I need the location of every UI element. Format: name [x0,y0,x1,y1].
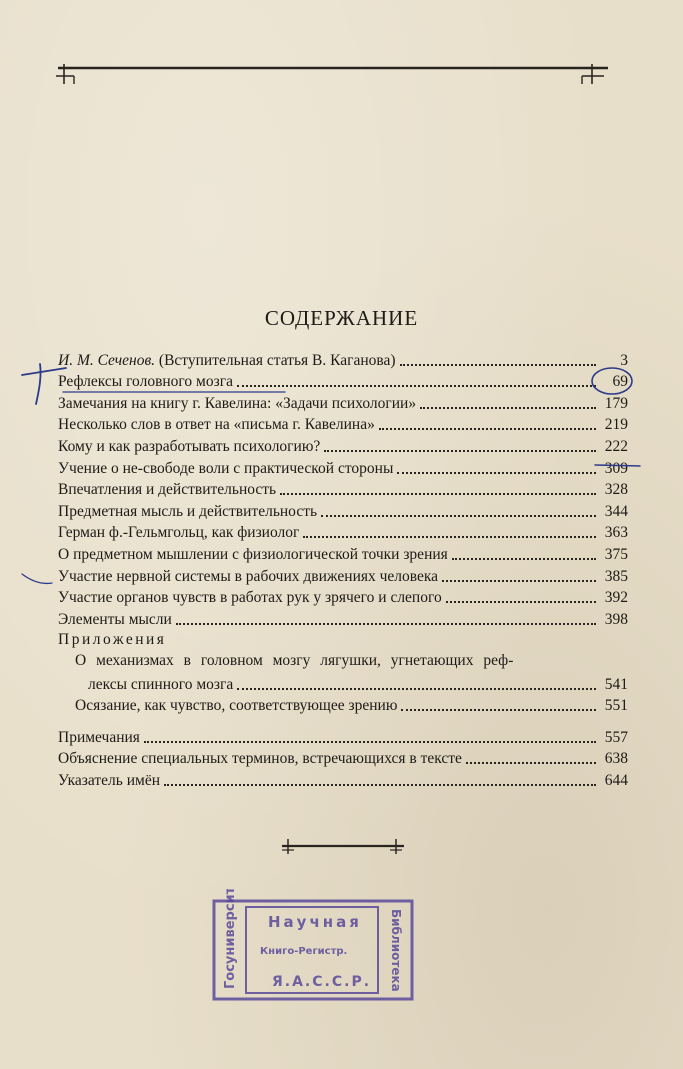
toc-entry-page: 392 [604,589,628,607]
toc-entry [58,564,628,586]
toc-entry-page: 644 [604,771,628,789]
toc-entry-page: 375 [604,545,628,563]
toc-entry-title: Впечатления и действительность [58,481,277,499]
toc-entry [58,768,628,790]
leader-dots [466,761,596,764]
toc-entry-page: 179 [604,394,628,412]
toc-entry-title: Указатель имён [58,771,160,789]
toc-entry-title: Герман ф.-Гельмгольц, как физиолог [58,524,300,542]
table-of-contents [58,348,628,790]
appendix-entry [58,672,628,694]
toc-entry [58,725,628,747]
toc-entry-title: Элементы мысли [58,610,172,628]
toc-entry-title: Учение о не-свободе воли с практической стороны [58,459,394,477]
toc-entry-page: 398 [604,610,628,628]
toc-entry-title: (Вступительная статья В. Каганова) [155,351,396,369]
toc-entry-author: И. М. Сеченов. [58,351,156,369]
stamp-middle-text: Книго-Регистр. [260,946,348,957]
leader-dots [420,406,596,409]
leader-dots [237,384,596,387]
toc-entry [58,413,628,435]
leader-dots [452,557,596,560]
toc-entry-title: Замечания на книгу г. Кавелина: «Задачи психологии» [58,394,417,412]
leader-dots [379,427,596,430]
toc-entry-page: 69 [612,373,628,391]
appendix-entry-title: О механизмах в головном мозгу лягушки, угнетающих реф- [75,652,514,670]
stamp-top-text: Научная [268,913,362,931]
toc-entry [58,478,628,500]
leader-dots [324,449,596,452]
toc-entry [58,391,628,413]
toc-entry [58,747,628,769]
toc-entry [58,542,628,564]
appendix-entry-title-cont: лексы спинного мозга [88,675,234,693]
toc-entry [58,499,628,521]
toc-entry [58,348,628,370]
top-ornament [48,62,618,90]
toc-entry-title: Кому и как разработывать психологию? [58,437,321,455]
toc-entry [58,607,628,629]
toc-entry [58,586,628,608]
leader-dots [280,492,596,495]
stamp-bottom-text: Я.А.С.С.Р. [272,974,372,990]
appendix-entry-title: Осязание, как чувство, соответствующее зрению [75,697,398,715]
toc-entry-page: 557 [604,728,628,746]
appendix-entry-line [58,650,628,672]
stamp-frame [210,889,417,1004]
toc-entry [58,370,628,392]
toc-entry-title: Рефлексы головного мозга [58,373,233,391]
leader-dots [144,740,596,743]
toc-entry-page: 222 [604,437,628,455]
leader-dots [176,622,596,625]
toc-entry-title: Несколько слов в ответ на «письма г. Кавелина» [58,416,375,434]
toc-entry-page: 219 [604,416,628,434]
toc-entry [58,456,628,478]
toc-entry-title: О предметном мышлении с физиологической точки зрения [58,545,448,563]
toc-entry-page: 328 [604,481,628,499]
toc-entry [58,434,628,456]
toc-entry-page: 551 [604,697,628,715]
toc-entry-page: 3 [620,351,628,369]
toc-entry-title: Участие органов чувств в работах рук у зрячего и слепого [58,589,442,607]
leader-dots [442,579,596,582]
toc-entry [58,521,628,543]
leader-dots [401,708,596,711]
leader-dots [397,471,596,474]
toc-entry-page: 638 [604,750,628,768]
appendix-heading: Приложения [58,630,167,648]
leader-dots [321,514,596,517]
toc-entry-title: Объяснение специальных терминов, встречающихся в тексте [58,750,462,768]
toc-entry-title: Предметная мысль и действительность [58,502,318,520]
leader-dots [446,600,596,603]
toc-entry-title: Примечания [58,728,140,746]
toc-entry-page: 385 [604,567,628,585]
toc-entry-page: 309 [604,459,628,477]
appendix-entry [58,694,628,716]
stamp-left-text: Госуниверсит. [223,889,238,989]
toc-entry-page: 344 [604,502,628,520]
leader-dots [400,363,596,366]
stamp-right-text: Библиотека [389,909,403,992]
toc-entry-page: 541 [604,675,628,693]
leader-dots [237,687,596,690]
leader-dots [164,783,596,786]
bottom-ornament [278,836,408,858]
leader-dots [303,535,596,538]
page-title: СОДЕРЖАНИЕ [264,306,419,330]
toc-entry-page: 363 [604,524,628,542]
toc-entry-title: Участие нервной системы в рабочих движениях человека [58,567,439,585]
library-stamp [210,889,417,1004]
